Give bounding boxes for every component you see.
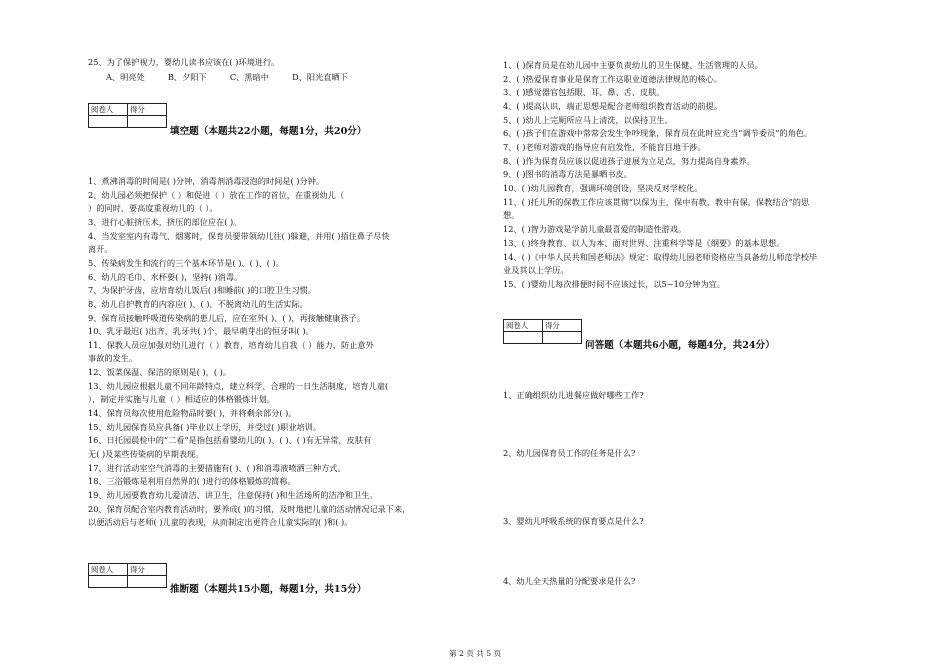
- fill-question-line: 6、幼儿的毛巾、水杯要( )，坚持( )消毒。: [88, 271, 243, 282]
- judge-question-line: 4、( )提高认识，端正思想是配合老师组织教育活动的前提。: [503, 101, 722, 112]
- score-box-judge: [88, 563, 167, 588]
- qa-question-2: 2、幼儿园保育员工作的任务是什么?: [503, 448, 636, 458]
- judge-question-line: 7、( )老师对游戏的指导应有启发性，不能盲目地干涉。: [503, 142, 706, 153]
- qa-section-title: 问答题（本题共6小题，每题4分，共24分）: [585, 340, 775, 351]
- fill-question-line: 20、保育员配合室内教育活动时，要养成( )的习惯，及时地把儿童的活动情况记录下来，: [88, 503, 411, 514]
- judge-question-line: 8、( )作为保育员应该以促进孩子进展为立足点，努力提高自身素养。: [503, 155, 755, 166]
- judge-question-line: 5、( )幼儿上完厕所应马上清洗，以保持卫生。: [503, 114, 673, 125]
- fill-question-line: 17、进行活动室空气消毒的主要措施有( )、( )和消毒液喷洒三种方式。: [88, 462, 346, 473]
- qa-question-3: 3、婴幼儿呼吸系统的保育要点是什么?: [503, 516, 644, 526]
- judge-question-line: 3、( )感觉器官包括眼、耳、鼻、舌、皮肤。: [503, 87, 665, 98]
- question-25: 25、为了保护视力，婴幼儿读书应该在( )环境进行。: [88, 57, 280, 67]
- fill-question-line: 无( )及某些传染病的早期表现。: [88, 449, 204, 459]
- qa-question-4: 4、幼儿全天热量的分配要求是什么?: [503, 576, 636, 586]
- fill-section-title: 填空题（本题共22小题，每题1分，共20分）: [170, 126, 367, 137]
- fill-question-line: 10、乳牙最迟( )出齐，乳牙共( )个，最早萌芽出的恒牙叫( )。: [88, 326, 314, 337]
- reviewer-cell[interactable]: [89, 576, 128, 588]
- score-box-qa: [503, 319, 582, 344]
- score-label: 得分: [128, 104, 167, 116]
- score-cell[interactable]: [128, 116, 167, 128]
- fill-question-line: ），制定并实施与儿童（ ）相适应的体格锻炼计划。: [88, 394, 275, 405]
- option-c: C、黑暗中: [229, 72, 269, 82]
- reviewer-cell[interactable]: [504, 332, 543, 344]
- fill-question-line: 14、保育员每次使用危险物品时要( )，并将剩余部分( )。: [88, 408, 297, 419]
- reviewer-label: 阅卷人: [89, 104, 128, 116]
- score-box-fill: [88, 103, 167, 128]
- fill-question-line: 3、进行心脏挤压术，挤压的部位应在( )。: [88, 216, 242, 227]
- judge-question-line: 12、( )智力游戏是学前儿童最喜爱的制造性游戏。: [503, 224, 687, 235]
- fill-question-line: 12、饭菜保温、保洁的原则是( )，( )。: [88, 367, 232, 378]
- option-b: B、夕阳下: [167, 72, 207, 82]
- score-label: 得分: [128, 564, 167, 576]
- fill-question-line: 事故的发生。: [88, 353, 138, 364]
- judge-question-line: 想。: [503, 210, 520, 221]
- judge-question-line: 15、( )婴幼儿每次排便时间不应该过长，以5~10分钟为宜。: [503, 278, 726, 289]
- reviewer-cell[interactable]: [89, 116, 128, 128]
- fill-question-line: 离开。: [88, 244, 113, 255]
- fill-question-line: 7、为保护牙齿，应培育幼儿饭后( )和睡前( )的口腔卫生习惯。: [88, 285, 316, 296]
- judge-question-line: 6、( )孩子们在游戏中常常会发生争吵现象，保育员在此时应充当“调节委员”的角色。: [503, 128, 813, 139]
- fill-question-line: 4、当发室室内有毒气、烟雾时，保育员要带领幼儿往( )躲避，并用( )捂住鼻子尽快: [88, 230, 390, 241]
- score-cell[interactable]: [543, 332, 582, 344]
- reviewer-label: 阅卷人: [504, 320, 543, 332]
- fill-question-line: 2、幼儿园必须把保护（ ）和促进（ ）放在工作的首位，在重视幼儿（: [88, 189, 345, 200]
- fill-question-line: 19、幼儿园要教育幼儿爱清洁、讲卫生，注意保持( )和生活场所的洁净和卫生。: [88, 489, 378, 500]
- fill-question-line: 18、三浴锻炼是利用自然界的( )进行的体格锻炼的简称。: [88, 476, 296, 487]
- score-cell[interactable]: [128, 576, 167, 588]
- fill-question-line: 9、保育员接触呼吸道传染病的患儿后，应在室外( )、( )，再接触健康孩子。: [88, 312, 366, 323]
- fill-question-line: 16、日托园晨检中的“二看”是指包括看婴幼儿的( )、( )、( )有无异常，皮肤有: [88, 435, 372, 446]
- judge-section-title: 推断题（本题共15小题，每题1分，共15分）: [170, 584, 367, 595]
- judge-question-line: 13、( )终身教育、以人为本、面对世界、注重科学等是《纲要》的基本思想。: [503, 237, 785, 248]
- score-label: 得分: [543, 320, 582, 332]
- fill-question-line: 5、传染病发生和流行的三个基本环节是( )、( )、( )。: [88, 257, 284, 268]
- option-d: D、阳光直晒下: [292, 72, 348, 82]
- fill-question-line: 11、保教人员应加强对幼儿进行（ ）教育，培育幼儿自我（ ）能力，防止意外: [88, 339, 374, 350]
- fill-question-line: 13、幼儿园应根据儿童不同年龄特点，建立科学、合理的一日生活制度，培育儿童(: [88, 380, 389, 391]
- fill-question-line: 15、幼儿园保育员应具备( )毕业以上学历，并受过( )职业培训。: [88, 421, 322, 432]
- judge-question-line: 14、( )《中华人民共和国老师法》规定：取得幼儿园老师资格应当具备幼儿师范学校毕: [503, 251, 818, 262]
- option-a: A、明亮处: [106, 72, 145, 82]
- judge-question-line: 1、( )保育员是在幼儿园中主要负责幼儿的卫生保健、生活管理的人员。: [503, 60, 763, 70]
- qa-question-1: 1、正确组织幼儿进餐应做好哪些工作?: [503, 390, 644, 400]
- judge-question-line: 2、( )热爱保育事业是保育工作这职业道德法律规范的核心。: [503, 73, 722, 84]
- fill-question-line: 以便活动后与老师( )儿童的表现，从而制定出更符合儿童实际的( )和( )。: [88, 517, 353, 528]
- judge-question-line: 11、( )托儿所的保教工作应该贯彻“以保为主，保中有教，教中有保，保教结合”的思: [503, 196, 810, 207]
- page-footer: 第 2 页 共 5 页: [448, 649, 502, 658]
- fill-question-line: 1、煮沸消毒的时间是( )分钟，消毒剂消毒浸泡的时间是( )分钟。: [88, 176, 325, 186]
- judge-question-line: 10、( )幼儿园教育，强调环境创设，坚决反对学校化。: [503, 183, 703, 194]
- reviewer-label: 阅卷人: [89, 564, 128, 576]
- judge-question-line: 9、( )图书的消毒方法是暴晒书皮。: [503, 169, 632, 180]
- fill-question-line: ）的同时，要高度重视幼儿的（ ）。: [88, 203, 218, 214]
- fill-question-line: 8、幼儿自护教育的内容应( )、( )，不脱离幼儿的生活实际。: [88, 298, 308, 309]
- judge-question-line: 业及其以上学历。: [503, 265, 569, 276]
- question-25-options: [106, 72, 348, 83]
